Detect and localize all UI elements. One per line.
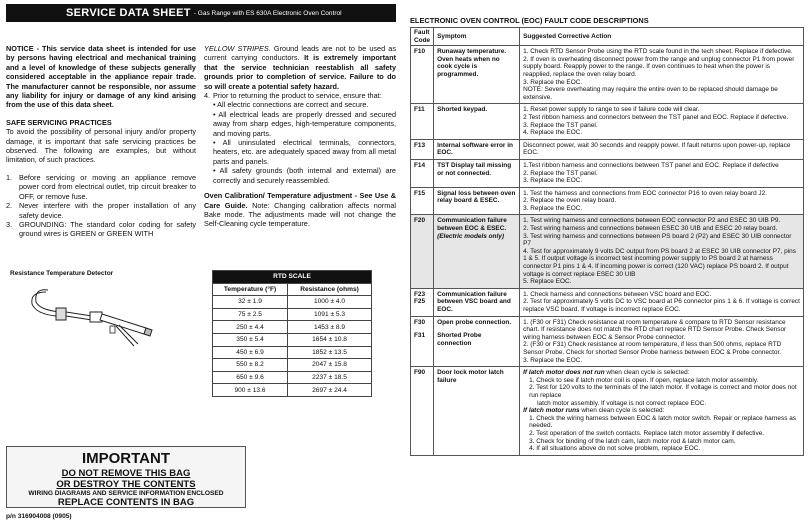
bullet-item: • All electric connections are correct and secure. xyxy=(213,100,369,110)
table-row: F23 F25 Communication failure between VSC board and EOC. 1. Check harness and connections between VSC board and EOC. 2. Test for approximately 5 volts DC to VSC board at P6 connector pins 1 & 6. If voltage is correct replace VSC board. If voltage is incorrect replace EOC. xyxy=(411,288,804,316)
safe-intro: To avoid the possibility of personal injury and/or property damage, it is important that safe servicing practices be observed. The following are examples, but without limitation, of such practices. xyxy=(6,127,196,165)
table-row: F90 Door lock motor latch failure If latch motor does not run when clean cycle is selected: 1. Check to see if latch motor coil is open. If open, replace latch motor assembly. 2. Test for 120 volts to the terminals of the latch motor. If voltage is correct and motor does not run replace latch motor assembly. If voltage is not correct replace EOC. If latch motor runs when clean cycle is selected: 1. Check the wiring harness between EOC & latch motor switch. Repair or replace harness as needed. 2. Test operation of the switch contacts. Replace latch motor assembly if defective. 3. Check for binding of the latch cam, latch motor rod & latch motor cam. 4. If all situations above do not solve problem, replace EOC. xyxy=(411,367,804,456)
table-row: 32 ± 1.9 1000 ± 4.0 xyxy=(213,296,372,309)
table-row: 350 ± 5.4 1654 ± 10.8 xyxy=(213,333,372,346)
part-number: p/n 316904008 (0905) xyxy=(6,513,72,520)
table-row: F13 Internal software error in EOC. Disconnect power, wait 30 seconds and reapply power. If fault returns upon power-up, replace EOC. xyxy=(411,139,804,159)
safe-heading: SAFE SERVICING PRACTICES xyxy=(6,117,112,127)
table-row: 650 ± 9.6 2237 ± 18.5 xyxy=(213,371,372,384)
safe-list xyxy=(6,173,196,239)
safe-item: 2. Never interfere with the proper installation of any safety device. xyxy=(6,201,196,220)
important-line-4: REPLACE CONTENTS IN BAG xyxy=(57,497,195,508)
fault-code-table xyxy=(410,27,804,456)
left-column xyxy=(6,44,196,239)
table-row: F20 Communication failure between EOC & ESEC. (Electric models only) 1. Test wiring harness and connections between EOC connector P2 and ESEC 30 UIB P9. 2. Test wiring harness and connections between ESEC 30 UIB and ESEC 20 relay board. 3. Test wiring harness and connections between PS board 2 (P2) and ESEC 30 UIB connector P7 4. Test for approximately 9 volts DC output from PS board 2 at ESEC 30 UIB connector P7, pins 1 & 5. If output voltage is incorrect test incoming power supply to PS board 2 at harness connector P1 pins 1 & 4. If incoming power is correct (120 VAC) replace PS board 2. If output voltage is correct replace ESEC 30 UIB 5. Replace EOC. xyxy=(411,215,804,288)
safe-item: 1. Before servicing or moving an appliance remove power cord from electrical outlet, trip circuit breaker to OFF, or remove fuse. xyxy=(6,172,196,201)
detector-label: Resistance Temperature Detector xyxy=(10,270,114,277)
important-line-2: OR DESTROY THE CONTENTS xyxy=(56,479,196,490)
safe-item: 3. GROUNDING: The standard color coding for safety ground wires is GREEN or GREEN WITH xyxy=(6,219,196,239)
bullet-item: • All safety grounds (both internal and external) are correctly and securely reassembled. xyxy=(213,166,396,185)
bullet-item: • All uninsulated electrical terminals, connectors, heaters, etc. are adequately spaced away from all metal parts and panels. xyxy=(213,138,396,166)
bullet-item: • All electrical leads are properly dressed and secured away from sharp edges, high-temperature components, and moving parts. xyxy=(213,109,396,138)
col-symptom: Symptom xyxy=(434,28,520,46)
rtd-col-temperature: Temperature (°F) xyxy=(213,283,288,296)
important-notice-box xyxy=(6,446,246,508)
col-fault-code: Fault Code xyxy=(411,28,434,46)
fault-table-title: ELECTRONIC OVEN CONTROL (EOC) FAULT CODE DESCRIPTIONS xyxy=(410,16,649,25)
table-row: 900 ± 13.6 2697 ± 24.4 xyxy=(213,384,372,397)
col-corrective-action: Suggested Corrective Action xyxy=(520,28,804,46)
middle-column xyxy=(204,44,396,229)
sheet-title: SERVICE DATA SHEET xyxy=(66,7,191,19)
table-row: F14 TST Display tail missing or not connected. 1.Test ribbon harness and connections between TST panel and EOC. Replace if defective 2. Replace the TST panel. 3. Replace the EOC. xyxy=(411,159,804,187)
important-line-1: DO NOT REMOVE THIS BAG xyxy=(61,468,191,479)
rtd-caption: RTD SCALE xyxy=(213,271,372,284)
table-row: 250 ± 4.4 1453 ± 8.9 xyxy=(213,321,372,334)
calibration-note: Oven Calibration/ Temperature adjustment - See Use & Care Guide. Note: Changing calibration affects normal Bake mode. The adjustments made will not change the Self-Cleaning cycle temperature. xyxy=(204,191,396,229)
sheet-subtitle: - Gas Range with ES 630A Electronic Oven Control xyxy=(193,9,342,17)
important-title: IMPORTANT xyxy=(81,450,171,467)
table-row: 550 ± 8.2 2047 ± 15.8 xyxy=(213,359,372,372)
table-row: F11 Shorted keypad. 1. Reset power supply to range to see if failure code will clear. 2 Test ribbon harness and connectors between the TST panel and EOC. Replace if defective. 3. Replace the TST panel. 4. Replace the EOC. xyxy=(411,104,804,139)
important-line-3: WIRING DIAGRAMS AND SERVICE INFORMATION ENCLOSED xyxy=(28,490,224,497)
rtd-probe-illustration xyxy=(26,286,176,356)
sheet-header xyxy=(6,4,396,22)
notice-text: NOTICE - This service data sheet is intended for use by persons having electrical and mechanical training and a level of knowledge of these subjects generally considered acceptable in the appliance repair trade. The manufacturer cannot be responsible, nor assume any liability for injury or damage of any kind arising from the use of this data sheet. xyxy=(6,44,196,110)
table-row: 450 ± 6.9 1852 ± 13.5 xyxy=(213,346,372,359)
grounding-continued: YELLOW STRIPES. Ground leads are not to be used as current carrying conductors. It is extremely important that the service technician reestablish all safety grounds prior to completion of service. Failure to do so will create a potential safety hazard. xyxy=(204,44,396,91)
table-row: 75 ± 2.5 1091 ± 5.3 xyxy=(213,308,372,321)
safe-item-4: 4. Prior to returning the product to service, ensure that: xyxy=(204,91,382,101)
table-row: F10 Runaway temperature. Oven heats when no cook cycle is programmed. 1. Check RTD Sensor Probe using the RTD scale found in the tech sheet. Replace if defective. 2. If oven is overheating disconnect power from the range and unplug connector P1 from power supply board. Reapply power to the range. If oven continues to heat when the power is reapplied, replace the oven relay board. 3. Replace the EOC. NOTE: Severe overheating may require the entire oven to be replaced should damage be extensive. xyxy=(411,46,804,104)
table-row: F30 F31 Open probe connection. Shorted Probe connection 1. (F30 or F31) Check resistance at room temperature & compare to RTD Sensor resistance chart. If resistance does not match the RTD chart replace RTD Sensor Probe. Check Sensor wiring harness between EOC & Sensor Probe connector. 2. (F30 or F31) Check resistance at room temperature, if less than 500 ohms, replace RTD Sensor Probe. Check for shorted Sensor Probe harness between EOC & Probe connector. 3. Replace the EOC. xyxy=(411,316,804,367)
rtd-col-resistance: Resistance (ohms) xyxy=(288,283,372,296)
rtd-scale-table xyxy=(212,270,372,397)
table-row: F15 Signal loss between oven relay board & ESEC. 1. Test the harness and connections from EOC connector P16 to oven relay board J2. 2. Replace the oven relay board. 3. Replace the EOC. xyxy=(411,187,804,215)
